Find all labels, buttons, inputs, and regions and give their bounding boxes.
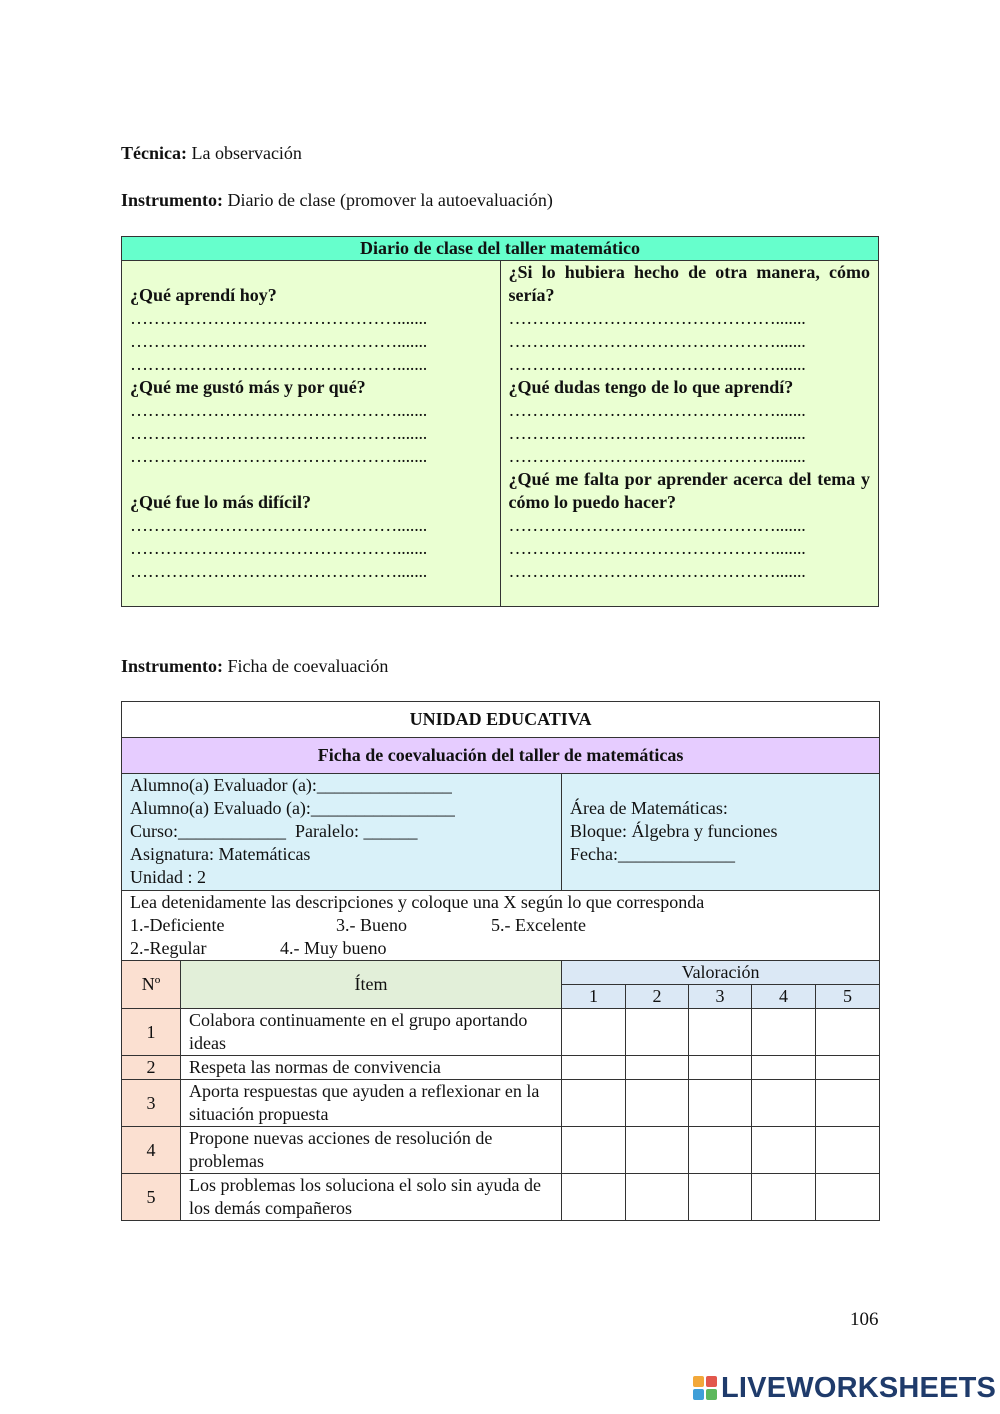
instrumento-label: Instrumento: (121, 656, 223, 676)
rating-cell[interactable] (689, 1056, 752, 1080)
item-text: Propone nuevas acciones de resolución de problemas (181, 1127, 562, 1174)
answer-line[interactable]: ………………………………………....... (508, 561, 806, 581)
rating-cell[interactable] (562, 1009, 626, 1056)
rating-cell[interactable] (752, 1127, 816, 1174)
answer-line[interactable]: ………………………………………....... (508, 446, 806, 466)
instructions-text: Lea detenidamente las descripciones y coloque una X según lo que corresponda (130, 892, 705, 912)
item-text: Colabora continuamente en el grupo aportando ideas (181, 1009, 562, 1056)
instructions (122, 891, 880, 961)
level-header: 1 (562, 985, 626, 1009)
rating-cell[interactable] (816, 1174, 880, 1221)
col-header-item: Ítem (181, 961, 562, 1009)
diario-table (121, 236, 879, 607)
rating-cell[interactable] (562, 1056, 626, 1080)
table-row (122, 1174, 880, 1221)
instrumento-diario-line (121, 190, 553, 211)
curso-field[interactable]: Curso:____________ (130, 821, 287, 841)
rating-cell[interactable] (626, 1174, 689, 1221)
diario-title: Diario de clase del taller matemático (122, 237, 879, 261)
answer-line[interactable]: ………………………………………....... (508, 354, 806, 374)
level-header: 2 (626, 985, 689, 1009)
level-header: 4 (752, 985, 816, 1009)
diario-left-column (122, 261, 501, 607)
answer-line[interactable]: ………………………………………....... (130, 561, 428, 581)
scale-3: 3.- Bueno (336, 915, 407, 935)
rating-cell[interactable] (816, 1127, 880, 1174)
page-number: 106 (850, 1309, 879, 1330)
instrumento-value: Diario de clase (promover la autoevaluación) (223, 190, 553, 210)
rating-cell[interactable] (626, 1080, 689, 1127)
answer-line[interactable]: ………………………………………....... (130, 446, 428, 466)
rating-cell[interactable] (626, 1009, 689, 1056)
rating-cell[interactable] (816, 1080, 880, 1127)
table-row (122, 1080, 880, 1127)
scale-row-1 (130, 914, 871, 937)
asignatura: Asignatura: Matemáticas (130, 844, 311, 864)
rating-cell[interactable] (626, 1056, 689, 1080)
level-header: 3 (689, 985, 752, 1009)
rating-cell[interactable] (689, 1127, 752, 1174)
rating-cell[interactable] (752, 1080, 816, 1127)
instrumento-ficha-line (121, 656, 388, 677)
fecha-field[interactable]: Fecha:_____________ (570, 844, 735, 864)
instrumento-label: Instrumento: (121, 190, 223, 210)
answer-line[interactable]: ………………………………………....... (130, 354, 428, 374)
answer-line[interactable]: ………………………………………....... (130, 423, 428, 443)
curso-paralelo-row (130, 820, 553, 843)
unidad-number: Unidad : 2 (130, 867, 206, 887)
answer-line[interactable]: ………………………………………....... (508, 423, 806, 443)
instrumento-value: Ficha de coevaluación (223, 656, 389, 676)
liveworksheets-wordmark: LIVEWORKSHEETS (721, 1371, 997, 1404)
answer-line[interactable]: ………………………………………....... (508, 515, 806, 535)
scale-4: 4.- Muy bueno (280, 938, 387, 958)
table-row (122, 1127, 880, 1174)
question-difficult: ¿Qué fue lo más difícil? (130, 492, 311, 512)
rating-cell[interactable] (752, 1009, 816, 1056)
paralelo-field[interactable]: Paralelo: ______ (295, 821, 418, 841)
rating-cell[interactable] (689, 1009, 752, 1056)
answer-line[interactable]: ………………………………………....... (130, 538, 428, 558)
area: Área de Matemáticas: (570, 798, 728, 818)
scale-1: 1.-Deficiente (130, 915, 225, 935)
rating-cell[interactable] (626, 1127, 689, 1174)
item-number: 2 (122, 1056, 181, 1080)
item-text: Los problemas los soluciona el solo sin ayuda de los demás compañeros (181, 1174, 562, 1221)
evaluador-field[interactable]: Alumno(a) Evaluador (a):_______________ (130, 775, 452, 795)
logo-square-icon (706, 1376, 717, 1387)
question-other-way: ¿Si lo hubiera hecho de otra manera, cómo sería? (508, 262, 870, 305)
item-text: Respeta las normas de convivencia (181, 1056, 562, 1080)
coevaluacion-table (121, 701, 880, 1221)
ficha-title: Ficha de coevaluación del taller de matemáticas (122, 738, 880, 774)
rating-cell[interactable] (562, 1080, 626, 1127)
tecnica-line (121, 143, 302, 164)
table-row (122, 1056, 880, 1080)
diario-right-column (500, 261, 879, 607)
item-number: 4 (122, 1127, 181, 1174)
rating-cell[interactable] (562, 1127, 626, 1174)
evaluado-field[interactable]: Alumno(a) Evaluado (a):________________ (130, 798, 455, 818)
liveworksheets-logo[interactable] (693, 1373, 996, 1403)
level-header: 5 (816, 985, 880, 1009)
col-header-number: Nº (122, 961, 181, 1009)
scale-5: 5.- Excelente (491, 915, 586, 935)
logo-square-icon (693, 1376, 704, 1387)
scale-2: 2.-Regular (130, 938, 207, 958)
table-row (122, 1009, 880, 1056)
question-still-to-learn: ¿Qué me falta por aprender acerca del tema y cómo lo puedo hacer? (508, 469, 870, 512)
rating-cell[interactable] (816, 1009, 880, 1056)
answer-line[interactable]: ………………………………………....... (508, 331, 806, 351)
rating-cell[interactable] (689, 1080, 752, 1127)
answer-line[interactable]: ………………………………………....... (130, 515, 428, 535)
answer-line[interactable]: ………………………………………....... (130, 400, 428, 420)
subject-info (562, 774, 880, 891)
item-number: 1 (122, 1009, 181, 1056)
tecnica-value: La observación (186, 143, 302, 163)
answer-line[interactable]: ………………………………………....... (130, 308, 428, 328)
logo-square-icon (706, 1389, 717, 1400)
answer-line[interactable]: ………………………………………....... (508, 400, 806, 420)
answer-line[interactable]: ………………………………………....... (508, 308, 806, 328)
rating-cell[interactable] (689, 1174, 752, 1221)
student-info (122, 774, 562, 891)
col-header-valoracion: Valoración (562, 961, 880, 985)
item-number: 3 (122, 1080, 181, 1127)
question-liked: ¿Qué me gustó más y por qué? (130, 377, 366, 397)
logo-square-icon (693, 1389, 704, 1400)
scale-row-2 (130, 937, 871, 960)
rating-cell[interactable] (752, 1056, 816, 1080)
question-learned: ¿Qué aprendí hoy? (130, 285, 277, 305)
item-text: Aporta respuestas que ayuden a reflexionar en la situación propuesta (181, 1080, 562, 1127)
tecnica-label: Técnica: (121, 143, 187, 163)
question-doubts: ¿Qué dudas tengo de lo que aprendí? (508, 377, 794, 397)
liveworksheets-icon (693, 1376, 717, 1400)
answer-line[interactable]: ………………………………………....... (130, 331, 428, 351)
item-number: 5 (122, 1174, 181, 1221)
rating-cell[interactable] (816, 1056, 880, 1080)
unidad-educativa-title: UNIDAD EDUCATIVA (122, 702, 880, 738)
answer-line[interactable]: ………………………………………....... (508, 538, 806, 558)
bloque: Bloque: Álgebra y funciones (570, 821, 778, 841)
rating-cell[interactable] (752, 1174, 816, 1221)
rating-cell[interactable] (562, 1174, 626, 1221)
